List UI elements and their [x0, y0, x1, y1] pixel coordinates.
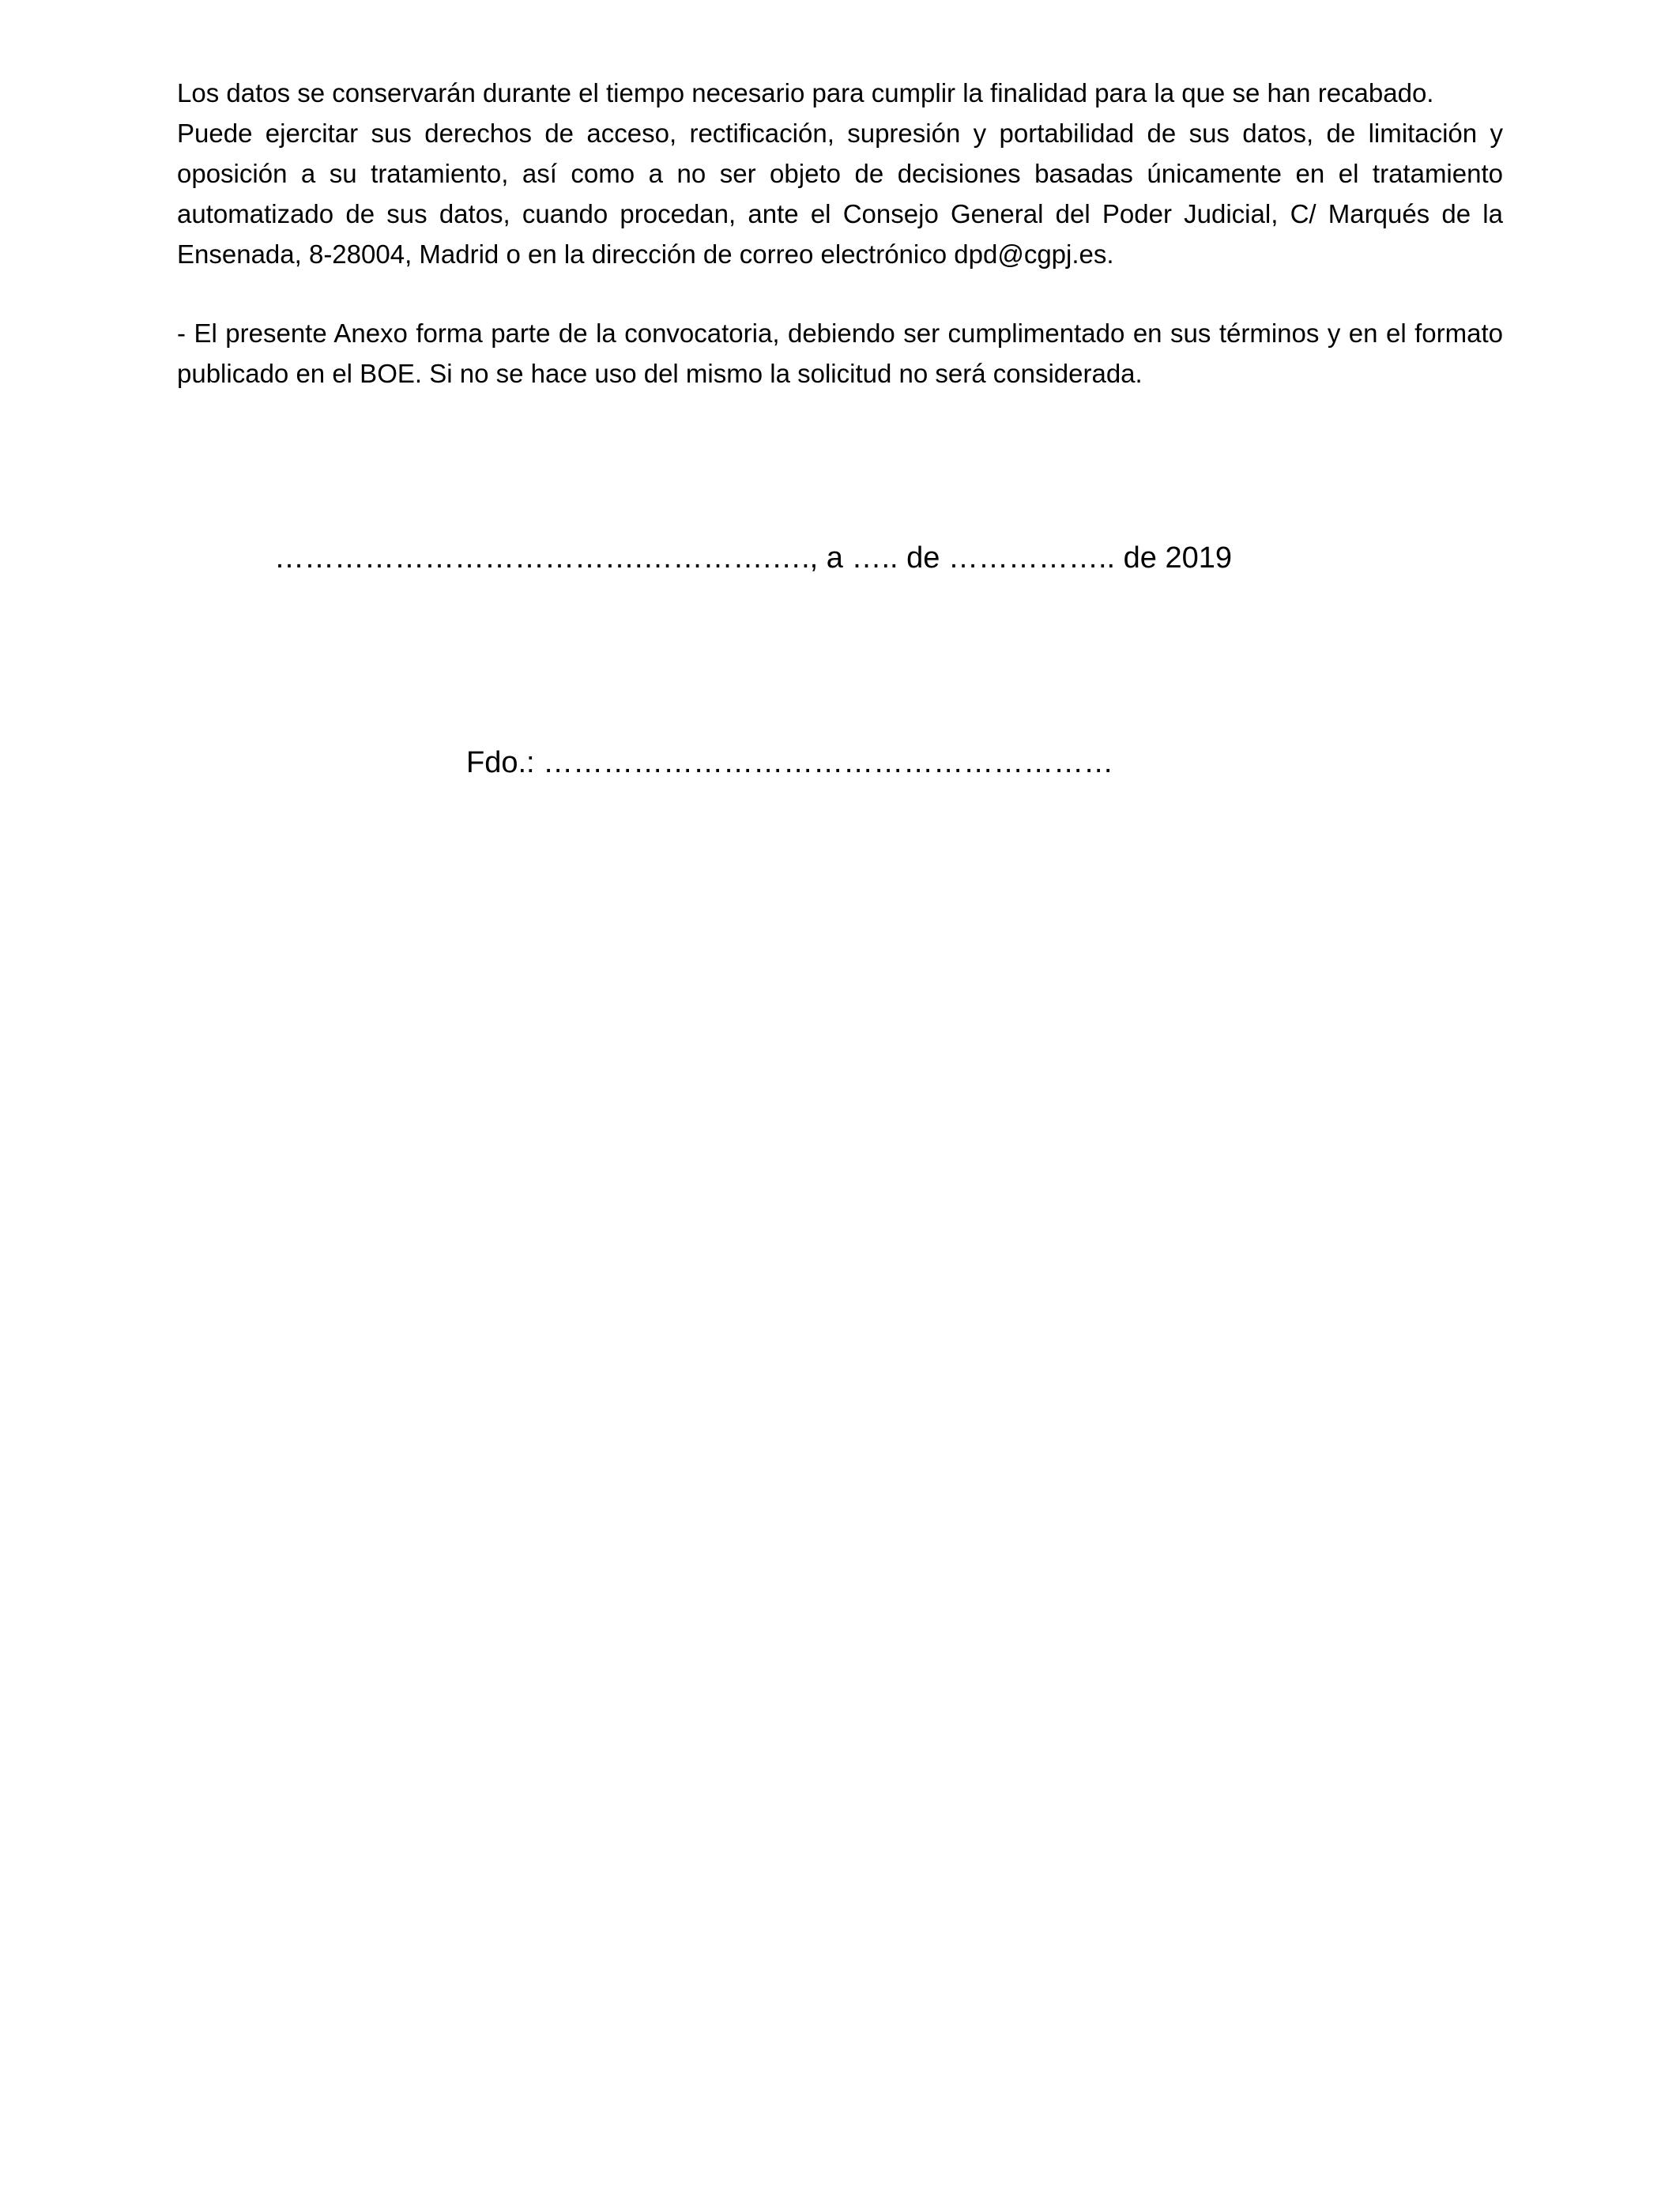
paragraph-line: Los datos se conservarán durante el tiempo necesario para cumplir la finalidad para la que se han recabado. — [177, 78, 1434, 107]
data-retention-paragraph — [177, 73, 1503, 274]
paragraph-line: Puede ejercitar sus derechos de acceso, rectificación, supresión y portabilidad de sus datos, de limitación y — [177, 119, 1503, 148]
paragraph-line: automatizado de sus datos, cuando procedan, ante el Consejo General del Poder Judicial, C/ Marqués de la — [177, 199, 1503, 228]
signature-field: Fdo.: ………………………………………………… — [466, 746, 1114, 779]
place-date-field: ……………………………….………….…., a ….. de …………….. de 2019 — [274, 541, 1233, 575]
paragraph-line: publicado en el BOE. Si no se hace uso del mismo la solicitud no será considerada. — [177, 359, 1143, 388]
annex-notice-paragraph — [177, 313, 1503, 394]
paragraph-line: - El presente Anexo forma parte de la convocatoria, debiendo ser cumplimentado en sus términos y en el formato — [177, 319, 1503, 348]
paragraph-line: Ensenada, 8-28004, Madrid o en la dirección de correo electrónico dpd@cgpj.es. — [177, 239, 1114, 269]
paragraph-line: oposición a su tratamiento, así como a no ser objeto de decisiones basadas únicamente en el tratamiento — [177, 159, 1503, 188]
